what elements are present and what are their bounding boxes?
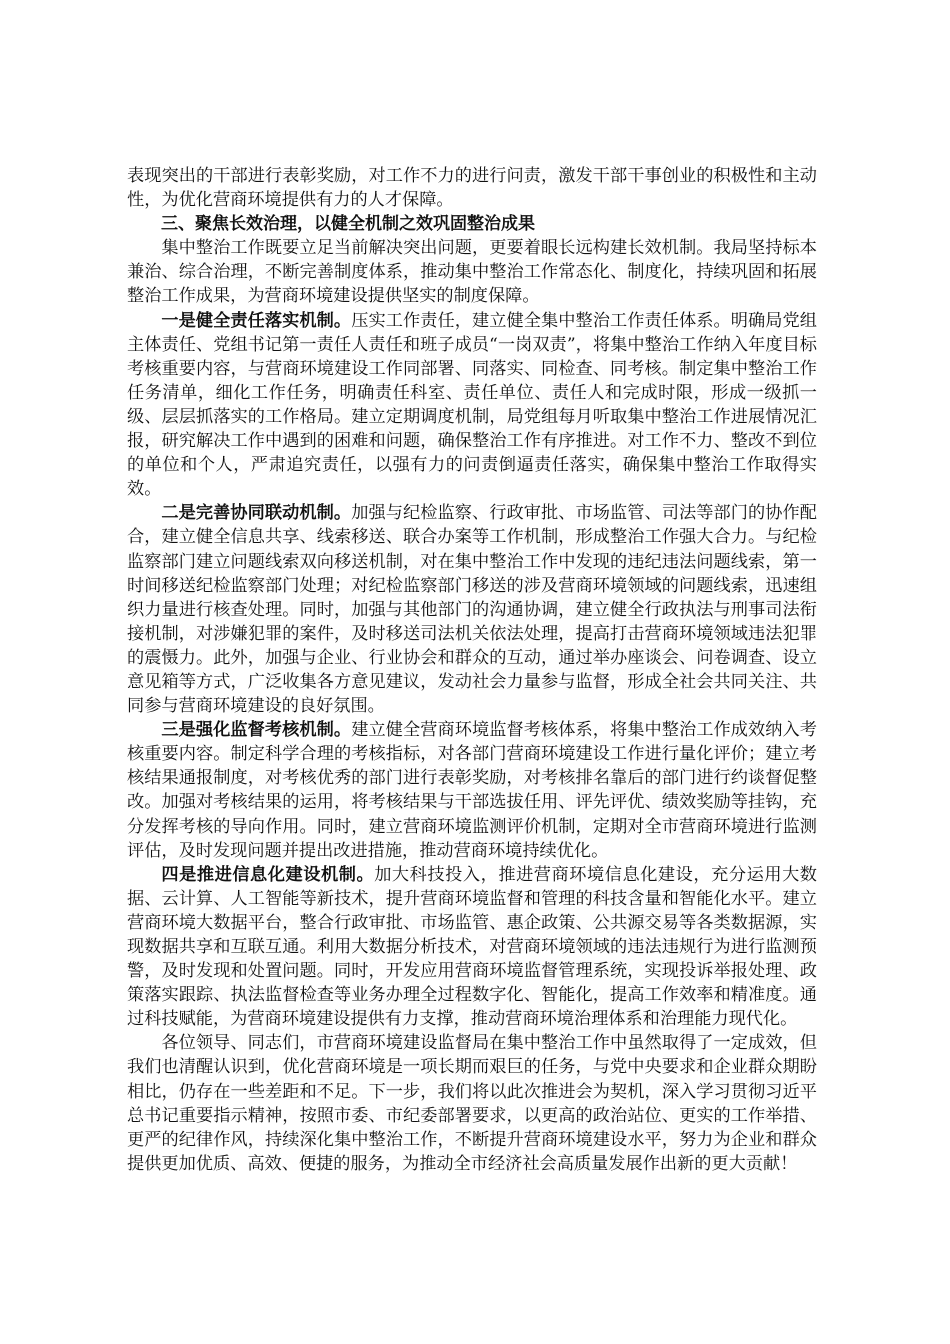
item-body-coordination: 加强与纪检监察、行政审批、市场监管、司法等部门的协作配合，建立健全信息共享、线索移送、联合办案等工作机制，形成整治工作强大合力。与纪检监察部门建立问题线索双向移送机制，对在集中整治工作中发现的违纪违法问题线索，第一时间移送纪检监察部门处理；对纪检监察部门移送的涉及营商环境领域的问题线索，迅速组织力量进行核查处理。同时，加强与其他部门的沟通协调，建立健全行政执法与刑事司法衔接机制，对涉嫌犯罪的案件，及时移送司法机关依法处理，提高打击营商环境领域违法犯罪的震慑力。此外，加强与企业、行业协会和群众的互动，通过举办座谈会、问卷调查、设立意见箱等方式，广泛收集各方意见建议，发动社会力量参与监督，形成全社会共同关注、共同参与营商环境建设的良好氛围。 [127, 503, 817, 717]
item-paragraph-responsibility [127, 309, 817, 502]
item-body-responsibility: 压实工作责任，建立健全集中整治工作责任体系。明确局党组主体责任、党组书记第一责任人责任和班子成员“一岗双责”，将集中整治工作纳入年度目标考核重要内容，与营商环境建设工作同部署、同落实、同检查、同考核。制定集中整治工作任务清单，细化工作任务，明确责任科室、责任单位、责任人和完成时限，形成一级抓一级、层层抓落实的工作格局。建立定期调度机制，局党组每月听取集中整治工作进展情况汇报，研究解决工作中遇到的困难和问题，确保整治工作有序推进。对工作不力、整改不到位的单位和个人，严肃追究责任，以强有力的问责倒逼责任落实，确保集中整治工作取得实效。 [127, 310, 817, 500]
section-heading: 三、聚焦长效治理，以健全机制之效巩固整治成果 [161, 214, 535, 235]
item-lead-responsibility: 一是健全责任落实机制。 [161, 310, 352, 331]
item-lead-informatization: 四是推进信息化建设机制。 [161, 864, 375, 885]
item-lead-supervision: 三是强化监督考核机制。 [161, 720, 352, 741]
document-body [127, 164, 817, 1176]
paragraph-continued: 表现突出的干部进行表彰奖励，对工作不力的进行问责，激发干部干事创业的积极性和主动性，为优化营商环境提供有力的人才保障。 [127, 166, 817, 211]
item-body-informatization: 加大科技投入，推进营商环境信息化建设，充分运用大数据、云计算、人工智能等新技术，提升营商环境监督和管理的科技含量和智能化水平。建立营商环境大数据平台，整合行政审批、市场监管、惠企政策、公共源交易等各类数据源，实现数据共享和互联互通。利用大数据分析技术，对营商环境领域的违法违规行为进行监测预警，及时发现和处置问题。同时，开发应用营商环境监督管理系统，实现投诉举报处理、政策落实跟踪、执法监督检查等业务办理全过程数字化、智能化，提高工作效率和精准度。通过科技赋能，为营商环境建设提供有力支撑，推动营商环境治理体系和治理能力现代化。 [127, 864, 817, 1030]
item-paragraph-informatization [127, 863, 817, 1032]
section-intro-paragraph: 集中整治工作既要立足当前解决突出问题，更要着眼长远构建长效机制。我局坚持标本兼治、综合治理，不断完善制度体系，推动集中整治工作常态化、制度化，持续巩固和拓展整治工作成果，为营商环境建设提供坚实的制度保障。 [127, 238, 817, 307]
item-paragraph-coordination [127, 501, 817, 718]
item-body-supervision: 建立健全营商环境监督考核体系，将集中整治工作成效纳入考核重要内容。制定科学合理的考核指标，对各部门营商环境建设工作进行量化评价；建立考核结果通报制度，对考核优秀的部门进行表彰奖励，对考核排名靠后的部门进行约谈督促整改。加强对考核结果的运用，将考核结果与干部选拔任用、评先评优、绩效奖励等挂钩，充分发挥考核的导向作用。同时，建立营商环境监测评价机制，定期对全市营商环境进行监测评估，及时发现问题并提出改进措施，推动营商环境持续优化。 [127, 720, 817, 861]
item-paragraph-supervision [127, 718, 817, 863]
closing-paragraph: 各位领导、同志们，市营商环境建设监督局在集中整治工作中虽然取得了一定成效，但我们也清醒认识到，优化营商环境是一项长期而艰巨的任务，与党中央要求和企业群众期盼相比，仍存在一些差距和不足。下一步，我们将以此次推进会为契机，深入学习贯彻习近平总书记重要指示精神，按照市委、市纪委部署要求，以更高的政治站位、更实的工作举措、更严的纪律作风，持续深化集中整治工作，不断提升营商环境建设水平，努力为企业和群众提供更加优质、高效、便捷的服务，为推动全市经济社会高质量发展作出新的更大贡献！ [127, 1033, 817, 1174]
item-lead-coordination: 二是完善协同联动机制。 [161, 503, 352, 524]
